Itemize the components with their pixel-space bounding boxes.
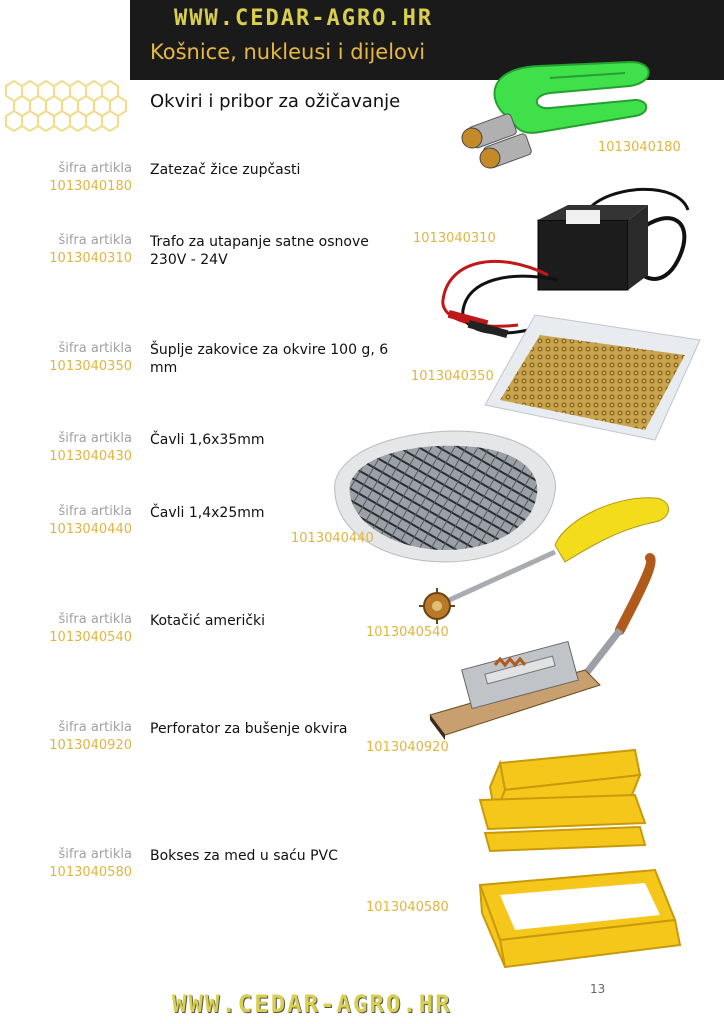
pvc-comb-boxes-image bbox=[470, 745, 690, 980]
product-code: 1013040180 bbox=[49, 179, 132, 194]
product-code: 1013040580 bbox=[49, 865, 132, 880]
honeycomb-decoration bbox=[0, 80, 132, 132]
product-name: Perforator za bušenje okvira bbox=[150, 721, 348, 737]
product-name: Kotačić američki bbox=[150, 613, 266, 629]
site-url-top[interactable]: WWW.CEDAR-AGRO.HR bbox=[174, 6, 434, 31]
product-code: 1013040350 bbox=[49, 359, 132, 374]
product-code: 1013040310 bbox=[49, 251, 132, 266]
section-title: Košnice, nukleusi i dijelovi bbox=[150, 40, 426, 64]
product-label: šifra artikla bbox=[58, 161, 132, 176]
product-name: Šuplje zakovice za okvire 100 g, 6 mm bbox=[150, 342, 389, 376]
photo-code: 1013040540 bbox=[366, 625, 449, 640]
perforator-image bbox=[425, 550, 657, 740]
product-name: Trafo za utapanje satne osnove 230V - 24V bbox=[150, 234, 369, 268]
photo-code: 1013040180 bbox=[598, 140, 681, 155]
product-label: šifra artikla bbox=[58, 504, 132, 519]
product-label: šifra artikla bbox=[58, 233, 132, 248]
photo-code: 1013040580 bbox=[366, 900, 449, 915]
photo-code: 1013040350 bbox=[411, 369, 494, 384]
product-code: 1013040440 bbox=[49, 522, 132, 537]
site-url-bottom[interactable]: WWW.CEDAR-AGRO.HR bbox=[172, 990, 452, 1018]
subsection-title: Okviri i pribor za ožičavanje bbox=[150, 91, 401, 112]
product-name: Zatezač žice zupčasti bbox=[150, 162, 301, 178]
photo-code: 1013040310 bbox=[413, 231, 496, 246]
product-label: šifra artikla bbox=[58, 431, 132, 446]
product-label: šifra artikla bbox=[58, 847, 132, 862]
product-name: Bokses za med u saću PVC bbox=[150, 848, 338, 864]
product-code: 1013040430 bbox=[49, 449, 132, 464]
photo-code: 1013040440 bbox=[291, 531, 374, 546]
product-label: šifra artikla bbox=[58, 341, 132, 356]
product-name: Čavli 1,4x25mm bbox=[150, 505, 265, 521]
product-label: šifra artikla bbox=[58, 612, 132, 627]
page-number: 13 bbox=[590, 982, 606, 996]
product-label: šifra artikla bbox=[58, 720, 132, 735]
photo-code: 1013040920 bbox=[366, 740, 449, 755]
product-code: 1013040540 bbox=[49, 630, 132, 645]
product-name: Čavli 1,6x35mm bbox=[150, 432, 265, 448]
product-code: 1013040920 bbox=[49, 738, 132, 753]
